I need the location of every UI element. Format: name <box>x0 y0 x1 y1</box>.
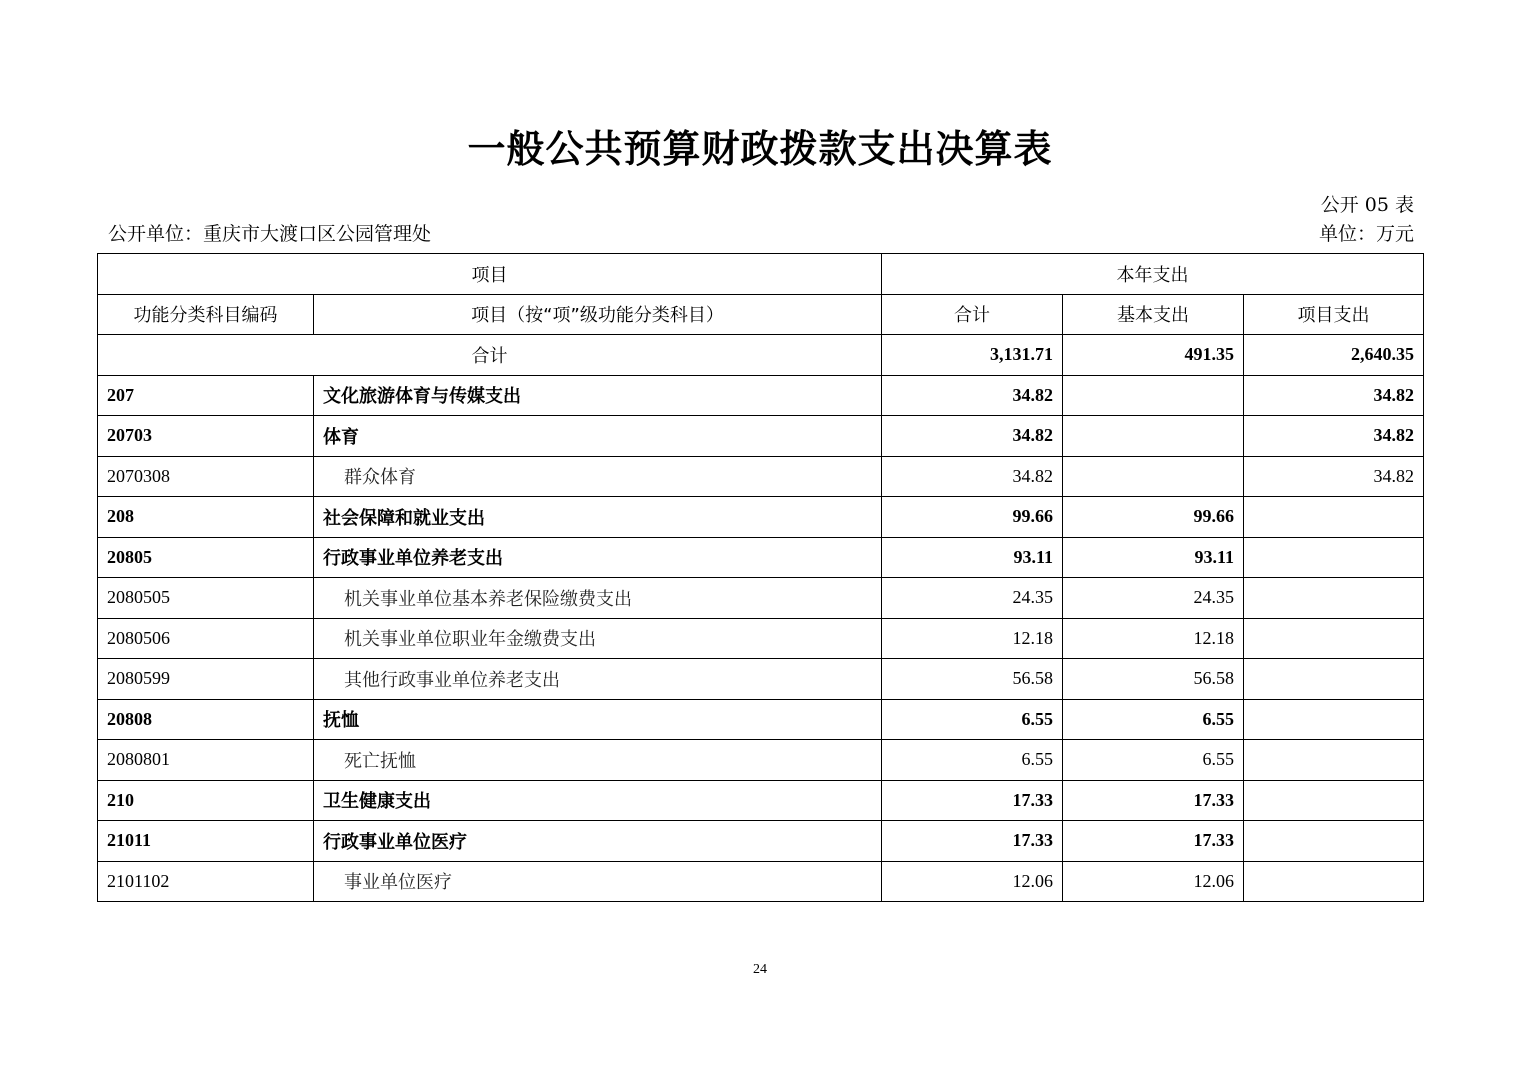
row-code: 20805 <box>98 537 314 578</box>
page-title: 一般公共预算财政拨款支出决算表 <box>467 127 1053 171</box>
row-basic: 6.55 <box>1063 699 1244 740</box>
header-row-2 <box>98 294 1424 335</box>
row-total: 24.35 <box>882 578 1063 619</box>
header-code: 功能分类科目编码 <box>98 294 314 335</box>
row-total: 6.55 <box>882 740 1063 781</box>
row-project <box>1244 699 1424 740</box>
row-basic: 12.18 <box>1063 618 1244 659</box>
row-basic: 56.58 <box>1063 659 1244 700</box>
row-name: 机关事业单位基本养老保险缴费支出 <box>314 578 882 619</box>
page-number: 24 <box>753 962 767 977</box>
row-name: 社会保障和就业支出 <box>314 497 882 538</box>
table-row <box>98 497 1424 538</box>
total-total: 3,131.71 <box>882 335 1063 376</box>
row-code: 207 <box>98 375 314 416</box>
table-row <box>98 780 1424 821</box>
table-row <box>98 659 1424 700</box>
total-basic: 491.35 <box>1063 335 1244 376</box>
header-row-1 <box>98 254 1424 295</box>
row-project: 34.82 <box>1244 375 1424 416</box>
row-name: 机关事业单位职业年金缴费支出 <box>314 618 882 659</box>
organization-label: 公开单位：重庆市大渡口区公园管理处 <box>108 223 432 245</box>
row-code: 2080599 <box>98 659 314 700</box>
row-basic: 12.06 <box>1063 861 1244 902</box>
form-number: 公开 05 表 <box>1320 194 1414 216</box>
table-row <box>98 821 1424 862</box>
row-code: 208 <box>98 497 314 538</box>
row-name: 事业单位医疗 <box>314 861 882 902</box>
row-basic: 24.35 <box>1063 578 1244 619</box>
row-name: 行政事业单位医疗 <box>314 821 882 862</box>
table-row <box>98 416 1424 457</box>
row-project <box>1244 537 1424 578</box>
row-total: 12.06 <box>882 861 1063 902</box>
row-name: 行政事业单位养老支出 <box>314 537 882 578</box>
row-code: 20703 <box>98 416 314 457</box>
row-project <box>1244 618 1424 659</box>
row-code: 2070308 <box>98 456 314 497</box>
row-basic: 99.66 <box>1063 497 1244 538</box>
table-row <box>98 537 1424 578</box>
unit-label: 单位：万元 <box>1318 223 1414 245</box>
row-basic: 93.11 <box>1063 537 1244 578</box>
row-project <box>1244 578 1424 619</box>
row-total: 93.11 <box>882 537 1063 578</box>
row-name: 群众体育 <box>314 456 882 497</box>
header-project: 项目 <box>98 254 882 295</box>
table-row <box>98 861 1424 902</box>
budget-table <box>97 253 1424 902</box>
header-total: 合计 <box>882 294 1063 335</box>
header-current-year-expense: 本年支出 <box>882 254 1424 295</box>
header-basic: 基本支出 <box>1063 294 1244 335</box>
row-basic: 17.33 <box>1063 821 1244 862</box>
row-basic <box>1063 416 1244 457</box>
row-project <box>1244 780 1424 821</box>
table-row <box>98 699 1424 740</box>
row-project: 34.82 <box>1244 416 1424 457</box>
row-basic: 17.33 <box>1063 780 1244 821</box>
row-project <box>1244 659 1424 700</box>
row-code: 21011 <box>98 821 314 862</box>
row-total: 34.82 <box>882 375 1063 416</box>
row-total: 17.33 <box>882 821 1063 862</box>
row-total: 6.55 <box>882 699 1063 740</box>
row-total: 34.82 <box>882 416 1063 457</box>
header-project-expense: 项目支出 <box>1244 294 1424 335</box>
row-basic: 6.55 <box>1063 740 1244 781</box>
table-row <box>98 456 1424 497</box>
row-code: 210 <box>98 780 314 821</box>
table-row <box>98 740 1424 781</box>
row-basic <box>1063 375 1244 416</box>
row-basic <box>1063 456 1244 497</box>
total-label: 合计 <box>98 335 882 376</box>
table-row <box>98 375 1424 416</box>
row-project: 34.82 <box>1244 456 1424 497</box>
row-name: 死亡抚恤 <box>314 740 882 781</box>
table-row <box>98 578 1424 619</box>
row-code: 2080801 <box>98 740 314 781</box>
row-total: 17.33 <box>882 780 1063 821</box>
row-total: 56.58 <box>882 659 1063 700</box>
row-project <box>1244 821 1424 862</box>
row-total: 34.82 <box>882 456 1063 497</box>
row-project <box>1244 740 1424 781</box>
row-name: 其他行政事业单位养老支出 <box>314 659 882 700</box>
row-project <box>1244 497 1424 538</box>
row-code: 2080506 <box>98 618 314 659</box>
table-row <box>98 618 1424 659</box>
row-total: 99.66 <box>882 497 1063 538</box>
row-name: 文化旅游体育与传媒支出 <box>314 375 882 416</box>
row-project <box>1244 861 1424 902</box>
row-name: 体育 <box>314 416 882 457</box>
total-row <box>98 335 1424 376</box>
row-total: 12.18 <box>882 618 1063 659</box>
total-project: 2,640.35 <box>1244 335 1424 376</box>
row-code: 2080505 <box>98 578 314 619</box>
row-code: 20808 <box>98 699 314 740</box>
row-name: 抚恤 <box>314 699 882 740</box>
row-code: 2101102 <box>98 861 314 902</box>
header-project-detail: 项目（按“项”级功能分类科目） <box>314 294 882 335</box>
row-name: 卫生健康支出 <box>314 780 882 821</box>
